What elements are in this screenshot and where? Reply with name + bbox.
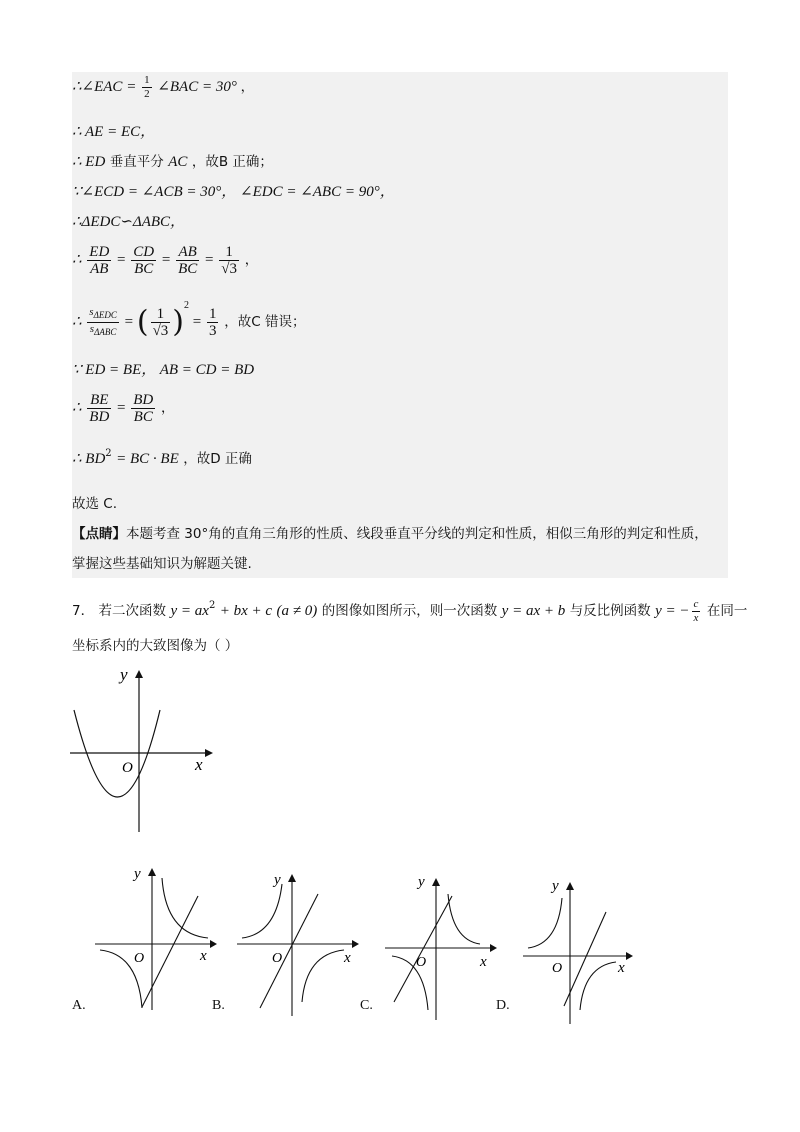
y-axis-label: y (418, 874, 425, 890)
linear-function-line (394, 896, 452, 1002)
frac-num: 1 (144, 74, 150, 86)
punct: ， (240, 78, 255, 95)
frac-num: c (693, 597, 699, 610)
frac-den: 3 (208, 323, 217, 340)
solution-line-5: ∴ΔEDC∽ΔABC， (72, 214, 186, 230)
y-axis-arrow (288, 874, 296, 882)
fraction (176, 244, 199, 277)
option-b-label[interactable]: B. (212, 998, 225, 1013)
comment-text: 本题考查 30°角的直角三角形的性质、线段垂直平分线的判定和性质，相似三角形的判定和性质， (126, 526, 708, 542)
x-axis-arrow (210, 940, 217, 948)
origin-label: O (122, 760, 133, 776)
text: 与反比例函数 (569, 603, 651, 619)
text: 若二次函数 (98, 603, 167, 619)
math-text: ∴ (72, 314, 82, 330)
option-c-label[interactable]: C. (360, 998, 373, 1013)
hyperbola-branch-q1 (448, 894, 480, 944)
fraction (87, 306, 119, 339)
frac-num: BD (133, 392, 154, 408)
hyperbola-branch-q2 (242, 884, 282, 938)
text: 在同一 (706, 603, 748, 619)
option-a-label[interactable]: A. (72, 998, 86, 1013)
option-d-label[interactable]: D. (496, 998, 510, 1013)
math-text: y = ax (170, 603, 209, 619)
frac-num: 1 (219, 244, 239, 261)
option-d-graph (518, 876, 648, 1026)
solution-line-9: ∴ $\frac{BE}{BD}$ = $\frac{BD}{BC}$ ， (72, 392, 175, 425)
origin-label: O (272, 951, 283, 966)
punct: ， (161, 399, 175, 416)
origin-label: O (416, 955, 427, 970)
math-text: = BC · BE (116, 451, 179, 467)
comment-tag: 【点睛】 (72, 526, 126, 542)
hyperbola-branch-q1 (162, 878, 208, 938)
text: 的图像如图所示，则一次函数 (321, 603, 498, 619)
comment-line-1 (72, 524, 708, 544)
math-text: ∠BAC = 30° (157, 78, 237, 95)
text: ，故C 错误； (224, 314, 306, 330)
x-axis-arrow (205, 749, 213, 757)
frac-den: BC (134, 261, 154, 277)
frac-den: x (693, 611, 699, 624)
fraction (151, 306, 171, 339)
y-axis-arrow (148, 868, 156, 876)
y-axis-label: y (134, 866, 141, 882)
exponent: 2 (208, 600, 216, 611)
origin-label: O (134, 951, 145, 966)
comment-line-2: 掌握这些基础知识为解题关键. (72, 556, 252, 572)
question-number: 7． (72, 603, 95, 619)
x-axis-arrow (490, 944, 497, 952)
x-axis-arrow (352, 940, 359, 948)
frac-num: s (89, 306, 94, 319)
math-text: (a ≠ 0) (276, 603, 318, 619)
fraction (219, 244, 239, 277)
subscript: ΔABC (94, 327, 117, 338)
fraction (207, 306, 219, 339)
text: ，故D 正确 (183, 451, 252, 467)
x-axis-label: x (618, 960, 625, 976)
math-text: ∴ ED (72, 154, 106, 170)
y-axis-arrow (135, 670, 143, 678)
x-axis-label: x (480, 954, 487, 970)
exponent: 2 (105, 448, 112, 459)
fraction (142, 74, 152, 101)
y-axis-label: y (552, 878, 559, 894)
math-text: + bx + c (219, 603, 273, 619)
solution-line-8: ∵ ED = BE， AB = CD = BD (72, 362, 255, 378)
exponent: 2 (184, 300, 190, 311)
solution-line-7: ∴ $\frac{s_{\Delta EDC}}{s_{\Delta ABC}}$ = ( $\frac{1}{√3}$ )$^2$ = $\frac{1}{3}$ ，故C 错误； (72, 300, 306, 340)
punct: ， (244, 251, 259, 268)
y-axis-label: y (120, 665, 128, 684)
answer-line: 故选 C. (72, 496, 118, 512)
frac-num: CD (133, 244, 155, 260)
solution-line-6: ∴ $\frac{ED}{AB}$ = $\frac{CD}{BC}$ = $\frac{AB}{BC}$ = $\frac{1}{√3}$ ， (72, 244, 259, 277)
frac-num: ED (89, 244, 110, 260)
fraction (131, 244, 156, 277)
hyperbola-branch-q4 (580, 962, 616, 1010)
hyperbola-branch-q4 (302, 950, 344, 1002)
text: 垂直平分 (109, 154, 164, 170)
frac-den: BD (89, 409, 110, 425)
solution-line-3 (72, 152, 273, 172)
math-text: ∴ (72, 251, 82, 268)
frac-den: AB (90, 261, 109, 277)
question-line-2: 坐标系内的大致图像为（ ） (72, 638, 239, 654)
frac-num: BE (87, 392, 111, 409)
parabola-graph (60, 660, 220, 840)
linear-function-line (260, 894, 318, 1008)
y-axis-label: y (274, 872, 281, 888)
y-axis-arrow (432, 878, 440, 886)
origin-label: O (552, 961, 563, 976)
text: ，故B 正确； (191, 154, 273, 170)
x-axis-label: x (344, 950, 351, 966)
question-line-1 (72, 596, 747, 625)
frac-den: √3 (221, 261, 237, 277)
fraction (692, 598, 701, 625)
y-axis-arrow (566, 882, 574, 890)
fraction (131, 392, 155, 425)
math-text: AC (168, 154, 188, 170)
frac-num: AB (176, 244, 199, 261)
subscript: ΔEDC (93, 310, 117, 321)
x-axis-arrow (626, 952, 633, 960)
fraction (87, 244, 111, 277)
solution-line-1 (72, 74, 254, 101)
option-b-graph (232, 868, 362, 1018)
math-text: y = − (655, 603, 690, 619)
math-text: ∴∠EAC = (72, 78, 137, 95)
frac-den: s (89, 323, 95, 336)
frac-den: BC (133, 409, 153, 425)
x-axis-label: x (200, 948, 207, 964)
frac-den: BC (178, 261, 198, 277)
frac-num: 1 (208, 306, 217, 323)
option-a-graph (90, 862, 220, 1012)
frac-den: 2 (144, 88, 150, 100)
hyperbola-branch-q2 (528, 898, 562, 948)
fraction (87, 392, 111, 425)
solution-line-4: ∵∠ECD = ∠ACB = 30°， ∠EDC = ∠ABC = 90°， (72, 184, 395, 200)
solution-line-2: ∴ AE = EC， (72, 124, 156, 140)
frac-den: √3 (152, 323, 169, 340)
math-text: ∴ (72, 399, 82, 416)
math-text: y = ax + b (501, 603, 566, 619)
x-axis-label: x (195, 755, 203, 774)
option-c-graph (380, 872, 510, 1022)
frac-num: 1 (151, 306, 171, 323)
math-text: ∴ BD (72, 451, 106, 467)
solution-line-10 (72, 444, 252, 469)
